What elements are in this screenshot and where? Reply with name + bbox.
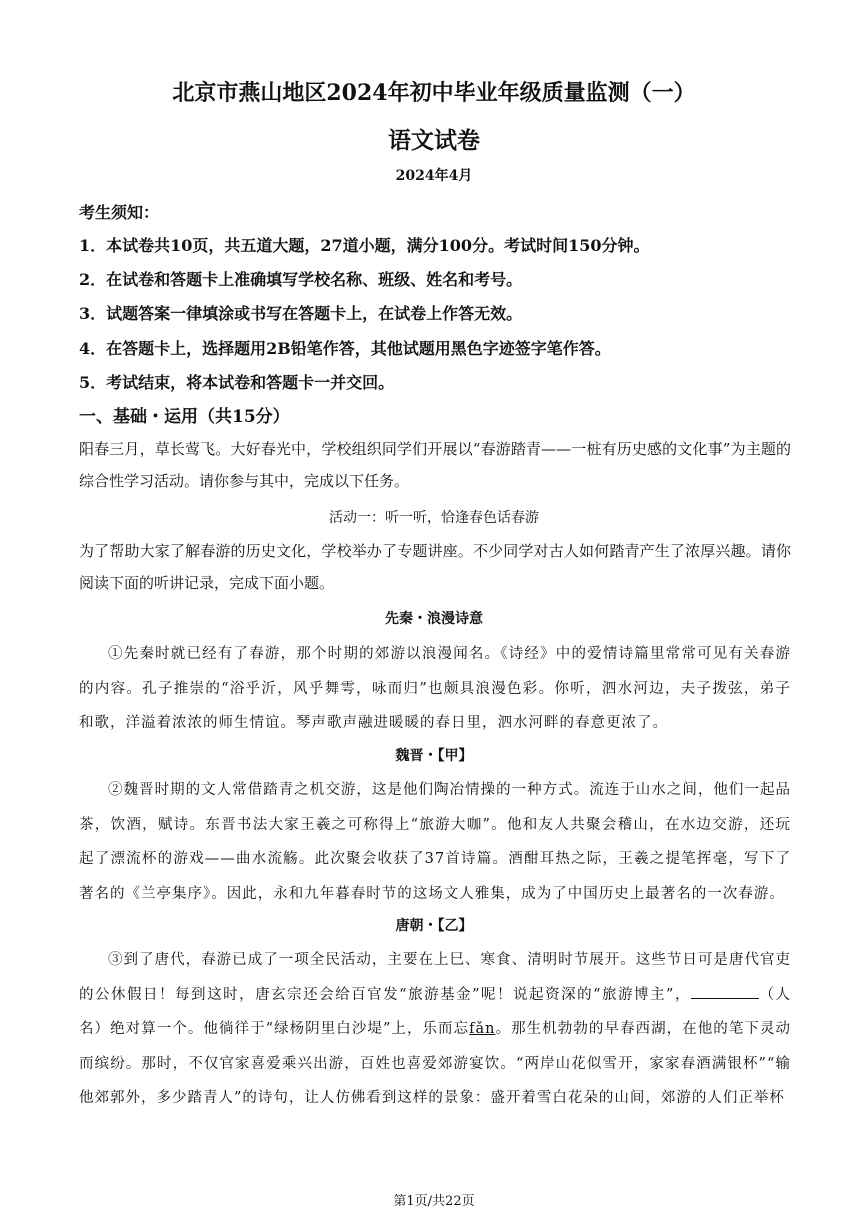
- notice-item: 3．试题答案一律填涂或书写在答题卡上，在试卷上作答无效。: [79, 304, 523, 323]
- part-title: 魏晋・【甲】: [395, 748, 473, 764]
- paragraph-1: ①先秦时就已经有了春游，那个时期的郊游以浪漫闻名。《诗经》中的爱情诗篇里常常可见有关春游的内容。孔子推崇的“浴乎沂，风乎舞雩，咏而归”也颇具浪漫色彩。你听，泗水河边，夫子拨弦，弟子和歌，洋溢着浓浓的师生情谊。琴声歌声融进暖暖的春日里，泗水河畔的春意更浓了。: [79, 646, 791, 731]
- paragraph-3-text-b: （人名）绝对算一个。他徜徉于“绿杨阴里白沙堤”上，乐而忘: [79, 986, 792, 1037]
- activity-intro: 为了帮助大家了解春游的历史文化，学校举办了专题讲座。不少同学对古人如何踏青产生了浓厚兴趣。请你阅读下面的听讲记录，完成下面小题。: [79, 542, 791, 592]
- paragraph-3-text-a: ③到了唐代，春游已成了一项全民活动，主要在上巳、寒食、清明时节展开。这些节日可是唐代官吏的公休假日！每到这时，唐玄宗还会给百官发“旅游基金”呢！说起资深的“旅游博主”，: [79, 952, 791, 1003]
- notice-heading: 考生须知：: [79, 203, 160, 222]
- pinyin-fan: fǎn: [469, 1021, 496, 1037]
- part-title: 先秦・浪漫诗意: [385, 611, 483, 627]
- section-heading: 一、基础・运用（共15分）: [79, 407, 290, 427]
- notice-item: 4．在答题卡上，选择题用2B铅笔作答，其他试题用黑色字迹签字笔作答。: [79, 339, 611, 358]
- paragraph-3-text-c: 。那生机勃勃的早春西湖，在他的笔下灵动而缤纷。那时，不仅官家喜爱乘兴出游，百姓也喜爱郊游宴饮。“两岸山花似雪开，家家春酒满银杯”“输他郊郭外，多少踏青人”的诗句，让人仿佛看到这样的景象：盛开着雪白花朵的山间，郊游的人们正举杯: [79, 1021, 792, 1106]
- exam-title: 北京市燕山地区2024年初中毕业年级质量监测（一）: [172, 80, 696, 106]
- answer-blank[interactable]: [691, 984, 759, 999]
- notice-item: 2．在试卷和答题卡上准确填写学校名称、班级、姓名和考号。: [79, 270, 523, 289]
- paragraph-3: [79, 943, 791, 1116]
- notice-item: 5．考试结束，将本试卷和答题卡一并交回。: [79, 373, 395, 392]
- exam-subtitle: 语文试卷: [388, 127, 480, 154]
- page-number: 第1页/共22页: [393, 1194, 475, 1209]
- section-intro: 阳春三月，草长莺飞。大好春光中，学校组织同学们开展以“春游踏青——一桩有历史感的文化事”为主题的综合性学习活动。请你参与其中，完成以下任务。: [79, 440, 791, 490]
- part-title: 唐朝・【乙】: [395, 918, 473, 934]
- notice-item: 1．本试卷共10页，共五道大题，27道小题，满分100分。考试时间150分钟。: [79, 236, 650, 255]
- activity-title: 活动一：听一听，恰逢春色话春游: [329, 510, 539, 526]
- paragraph-2: ②魏晋时期的文人常借踏青之机交游，这是他们陶冶情操的一种方式。流连于山水之间，他们一起品茶，饮酒，赋诗。东晋书法大家王羲之可称得上“旅游大咖”。他和友人共聚会稽山，在水边交游，还玩起了漂流杯的游戏——曲水流觞。此次聚会收获了37首诗篇。酒酣耳热之际，王羲之提笔挥毫，写下了著名的《兰亭集序》。因此，永和九年暮春时节的这场文人雅集，成为了中国历史上最著名的一次春游。: [79, 782, 791, 902]
- exam-date: 2024年4月: [395, 168, 473, 184]
